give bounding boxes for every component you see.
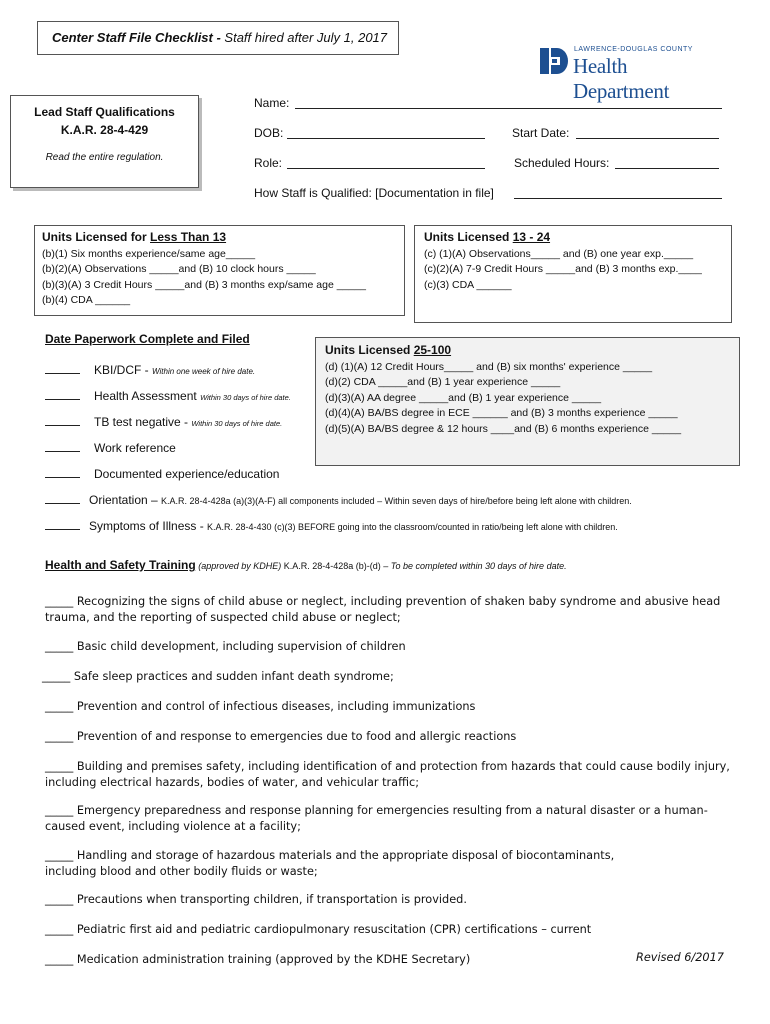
page-title-rest: Staff hired after July 1, 2017 xyxy=(220,30,388,45)
paperwork-note: Within 30 days of hire date. xyxy=(200,393,291,402)
units-heading-range: 13 - 24 xyxy=(512,230,551,244)
paperwork-item-health-assessment xyxy=(45,389,291,403)
start-date-field[interactable] xyxy=(576,138,719,139)
scheduled-hours-field[interactable] xyxy=(615,168,719,169)
paperwork-item-documented-experience xyxy=(45,467,279,481)
paperwork-item-work-reference xyxy=(45,441,176,455)
paperwork-note: K.A.R. 28-4-430 (c)(3) BEFORE going into the classroom/counted in ratio/being left alone with children. xyxy=(207,522,618,532)
training-item-transporting-children[interactable]: _____ Precautions when transporting children, if transportation is provided. xyxy=(45,893,467,906)
units-heading-range: Less Than 13 xyxy=(150,230,227,244)
page-title xyxy=(52,30,387,45)
paperwork-blank[interactable] xyxy=(45,364,80,374)
paperwork-blank[interactable] xyxy=(45,468,80,478)
qualifications-note: Read the entire regulation. xyxy=(45,152,164,163)
start-date-label: Start Date: xyxy=(512,126,570,140)
training-item-safe-sleep[interactable]: _____ Safe sleep practices and sudden infant death syndrome; xyxy=(42,670,394,683)
units-25-100-heading xyxy=(325,343,739,359)
paperwork-label: KBI/DCF - xyxy=(94,363,153,377)
paperwork-note: K.A.R. 28-4-428a (a)(3)(A-F) all components included – Within seven days of hire/before being left alone with children. xyxy=(161,496,632,506)
name-field[interactable] xyxy=(295,108,722,109)
training-item-food-allergies[interactable]: _____ Prevention of and response to emergencies due to food and allergic reactions xyxy=(45,730,517,743)
paperwork-item-orientation xyxy=(45,493,632,507)
revised-date: Revised 6/2017 xyxy=(636,951,724,964)
how-qualified-label: How Staff is Qualified: [Documentation in file] xyxy=(254,186,494,200)
paperwork-label: Symptoms of Illness - xyxy=(89,519,208,533)
units-line: (c) (1)(A) Observations_____ and (B) one year exp._____ xyxy=(424,247,694,260)
logo-department-text: Health Department xyxy=(573,54,670,103)
how-qualified-field[interactable] xyxy=(514,198,722,199)
role-field[interactable] xyxy=(287,168,485,169)
name-label: Name: xyxy=(254,96,290,110)
health-safety-deadline: – To be completed within 30 days of hire date. xyxy=(383,561,567,571)
training-item-building-safety[interactable]: _____ Building and premises safety, including identification of and protection from hazards that could cause bodily injury, including electrical hazards, bodies of water, and vehicular traffic; xyxy=(45,760,730,789)
title-box xyxy=(37,21,399,55)
units-line: (d)(5)(A) BA/BS degree & 12 hours ____and (B) 6 months experience _____ xyxy=(325,422,682,435)
units-line: (b)(1) Six months experience/same age_____ xyxy=(42,247,256,260)
health-safety-title: Health and Safety Training xyxy=(45,558,196,572)
paperwork-label: Orientation – xyxy=(89,493,162,507)
units-13-24-heading xyxy=(424,230,731,246)
paperwork-note: Within one week of hire date. xyxy=(152,367,256,376)
paperwork-label: Work reference xyxy=(94,441,176,455)
paperwork-blank[interactable] xyxy=(45,416,80,426)
paperwork-item-kbi xyxy=(45,363,255,377)
health-department-logo xyxy=(538,44,728,103)
units-line: (d)(3)(A) AA degree _____and (B) 1 year experience _____ xyxy=(325,391,602,404)
paperwork-blank[interactable] xyxy=(45,390,80,400)
training-item-emergency-preparedness[interactable]: _____ Emergency preparedness and response planning for emergencies resulting from a natural disaster or a human-caused event, including violence at a facility; xyxy=(45,804,708,833)
training-item-medication-administration[interactable]: _____ Medication administration training (approved by the KDHE Secretary) xyxy=(45,953,471,966)
training-item-child-development[interactable]: _____ Basic child development, including supervision of children xyxy=(45,640,406,653)
units-13-24-box xyxy=(414,225,732,323)
paperwork-blank[interactable] xyxy=(45,494,80,504)
units-line: (c)(3) CDA ______ xyxy=(424,278,512,291)
health-safety-regulation: K.A.R. 28-4-428a (b)-(d) xyxy=(281,561,384,571)
qualifications-regulation: K.A.R. 28-4-429 xyxy=(60,123,149,137)
units-heading-prefix: Units Licensed xyxy=(424,230,513,244)
role-label: Role: xyxy=(254,156,283,170)
training-item-first-aid-cpr[interactable]: _____ Pediatric first aid and pediatric cardiopulmonary resuscitation (CPR) certifications – current xyxy=(45,923,592,936)
paperwork-heading: Date Paperwork Complete and Filed xyxy=(45,332,250,346)
units-line: (b)(3)(A) 3 Credit Hours _____and (B) 3 months exp/same age _____ xyxy=(42,278,366,291)
units-line: (d)(4)(A) BA/BS degree in ECE ______ and (B) 3 months experience _____ xyxy=(325,407,678,419)
paperwork-label: Documented experience/education xyxy=(94,467,280,481)
units-heading-range: 25-100 xyxy=(413,343,452,357)
dob-label: DOB: xyxy=(254,126,284,140)
training-item-child-abuse[interactable]: _____ Recognizing the signs of child abuse or neglect, including prevention of shaken baby syndrome and abusive head trauma, and the reporting of suspected child abuse or neglect; xyxy=(45,595,721,624)
lead-staff-qualifications-box xyxy=(10,95,199,188)
units-heading-prefix: Units Licensed xyxy=(325,343,414,357)
training-item-hazardous-materials[interactable]: _____ Handling and storage of hazardous materials and the appropriate disposal of biocontaminants, including blood and other bodily fluids or waste; xyxy=(45,849,615,878)
units-line: (d) (1)(A) 12 Credit Hours_____ and (B) six months' experience _____ xyxy=(325,360,653,373)
dob-field[interactable] xyxy=(287,138,485,139)
qualifications-title: Lead Staff Qualifications xyxy=(34,105,175,119)
logo-county-text: LAWRENCE-DOUGLAS COUNTY xyxy=(574,46,693,53)
paperwork-label: TB test negative - xyxy=(94,415,192,429)
paperwork-item-tb-test xyxy=(45,415,282,429)
scheduled-hours-label: Scheduled Hours: xyxy=(514,156,610,170)
paperwork-note: Within 30 days of hire date. xyxy=(191,419,283,428)
paperwork-blank[interactable] xyxy=(45,520,80,530)
paperwork-item-symptoms-of-illness xyxy=(45,519,618,533)
units-line: (c)(2)(A) 7-9 Credit Hours _____and (B) 3 months exp.____ xyxy=(424,263,702,275)
units-line: (d)(2) CDA _____and (B) 1 year experience _____ xyxy=(325,376,561,388)
paperwork-label: Health Assessment xyxy=(94,389,201,403)
units-line: (b)(4) CDA ______ xyxy=(42,294,131,306)
units-25-100-box xyxy=(315,337,740,466)
units-less-than-13-box xyxy=(34,225,405,316)
paperwork-blank[interactable] xyxy=(45,442,80,452)
health-safety-heading xyxy=(45,558,567,572)
training-item-infectious-diseases[interactable]: _____ Prevention and control of infectious diseases, including immunizations xyxy=(45,700,476,713)
units-line: (b)(2)(A) Observations _____and (B) 10 clock hours _____ xyxy=(42,263,316,275)
units-heading-prefix: Units Licensed for xyxy=(42,230,151,244)
units-less-than-13-heading xyxy=(42,230,404,246)
health-safety-approved: (approved by KDHE) xyxy=(195,561,282,571)
health-department-logo-icon xyxy=(538,46,568,76)
page-title-bold: Center Staff File Checklist - xyxy=(52,30,221,45)
